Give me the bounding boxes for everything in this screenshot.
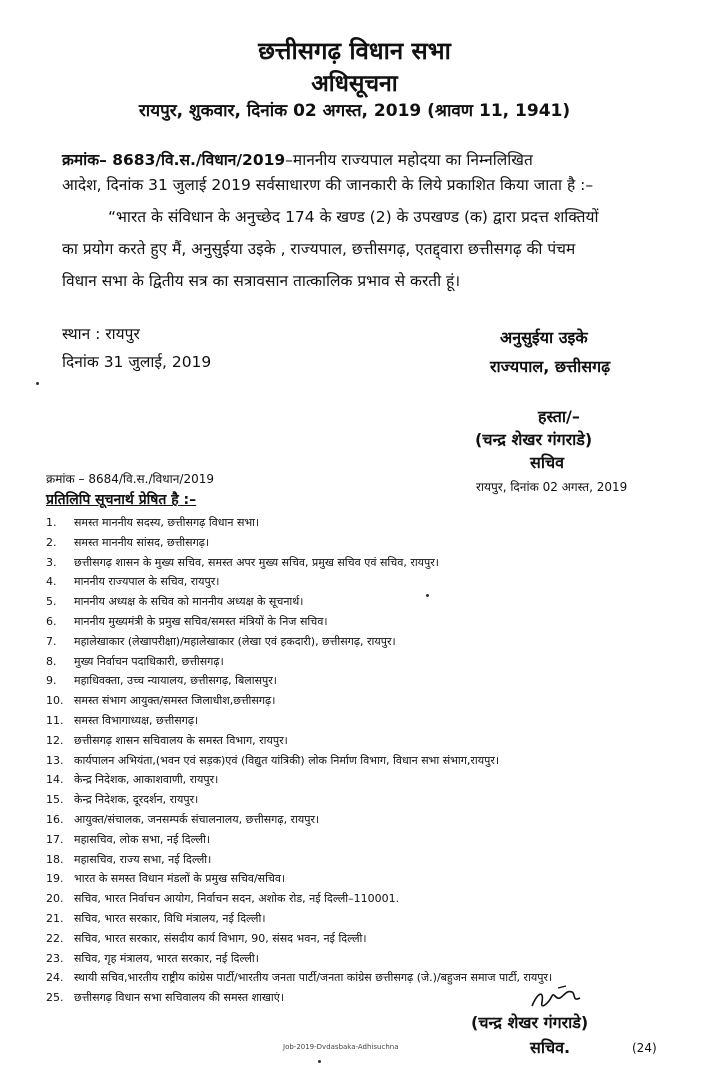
secretary-name: (चन्द्र शेखर गंगराडे) <box>475 430 593 449</box>
scan-speck <box>426 594 429 597</box>
list-item: 17. महासचिव, लोक सभा, नई दिल्ली। <box>46 832 211 846</box>
list-item: 18. महासचिव, राज्य सभा, नई दिल्ली। <box>46 852 212 866</box>
place-label: स्थान : रायपुर <box>62 325 140 343</box>
list-item: 20. सचिव, भारत निर्वाचन आयोग, निर्वाचन सदन, अशोक रोड, नई दिल्ली–110001. <box>46 892 400 906</box>
scan-speck <box>36 382 39 385</box>
list-item: 5. माननीय अध्यक्ष के सचिव को माननीय अध्यक्ष के सूचनार्थ। <box>46 595 304 609</box>
copy-reference-number: क्रमांक – 8684/वि.स./विधान/2019 <box>46 472 215 486</box>
notification-heading: अधिसूचना <box>311 71 398 97</box>
list-item: 22. सचिव, भारत सरकार, संसदीय कार्य विभाग, 90, संसद भवन, नई दिल्ली। <box>46 931 367 945</box>
list-item: 21. सचिव, भारत सरकार, विधि मंत्रालय, नई दिल्ली। <box>46 911 266 925</box>
list-item: 3. छत्तीसगढ़ शासन के मुख्य सचिव, समस्त अपर मुख्य सचिव, प्रमुख सचिव एवं सचिव, रायपुर। <box>46 555 439 569</box>
copy-heading: प्रतिलिपि सूचनार्थ प्रेषित है :– <box>46 492 197 508</box>
order-date: दिनांक 31 जुलाई, 2019 <box>62 353 212 371</box>
list-item: 16. आयुक्त/संचालक, जनसम्पर्क संचालनालय, छत्तीसगढ़, रायपुर। <box>46 812 320 826</box>
assembly-title: छत्तीसगढ़ विधान सभा <box>258 37 451 65</box>
list-item: 15. केन्द्र निदेशक, दूरदर्शन, रायपुर। <box>46 793 199 807</box>
list-item: 4. माननीय राज्यपाल के सचिव, रायपुर। <box>46 575 220 589</box>
list-item: 2. समस्त माननीय सांसद, छत्तीसगढ़। <box>46 535 210 549</box>
secretary-title: सचिव <box>530 453 565 472</box>
list-item: 11. समस्त विभागाध्यक्ष, छत्तीसगढ़। <box>46 713 199 727</box>
footer-file-name: Job-2019-Dvdasbaka-Adhisuchna <box>283 1043 399 1051</box>
notice-line-1 <box>62 148 533 170</box>
list-item: 7. महालेखाकार (लेखापरीक्षा)/महालेखाकार (लेखा एवं हकदारी), छत्तीसगढ़, रायपुर। <box>46 634 396 648</box>
list-item: 10. समस्त संभाग आयुक्त/समस्त जिलाधीश,छत्तीसगढ़। <box>46 694 276 708</box>
copy-date: रायपुर, दिनांक 02 अगस्त, 2019 <box>476 480 628 494</box>
final-signatory-title: सचिव. <box>530 1038 571 1057</box>
notice-line-1-text: –माननीय राज्यपाल महोदया का निम्नलिखित <box>285 151 533 169</box>
list-item: 24. स्थायी सचिव,भारतीय राष्ट्रीय कांग्रेस पार्टी/भारतीय जनता पार्टी/जनता कांग्रेस छत्तीसगढ़ (जे.)/बहुजन समाज पार्टी, रायपुर। <box>46 971 553 985</box>
order-quote-line-2: का प्रयोग करते हुए मैं, अनुसुईया उइके , राज्यपाल, छत्तीसगढ़, एतद्द्वारा छत्तीसगढ़ की पंचम <box>62 240 576 258</box>
recipient-list <box>46 513 686 1008</box>
list-item: 12. छत्तीसगढ़ शासन सचिवालय के समस्त विभाग, रायपुर। <box>46 733 288 747</box>
list-item: 13. कार्यपालन अभियंता,(भवन एवं सड़क)एवं (विद्युत यांत्रिकी) लोक निर्माण विभाग, विधान सभा संभाग,रायपुर। <box>46 753 500 767</box>
list-item: 9. महाधिवक्ता, उच्च न्यायालय, छत्तीसगढ़, बिलासपुर। <box>46 674 277 688</box>
list-item: 8. मुख्य निर्वाचन पदाधिकारी, छत्तीसगढ़। <box>46 654 224 668</box>
notice-reference-number: क्रमांक– 8683/वि.स./विधान/2019 <box>62 151 286 169</box>
list-item: 23. सचिव, गृह मंत्रालय, भारत सरकार, नई दिल्ली। <box>46 951 259 965</box>
page-code: (24) <box>632 1041 657 1055</box>
list-item: 14. केन्द्र निदेशक, आकाशवाणी, रायपुर। <box>46 773 219 787</box>
order-quote-line-1: “भारत के संविधान के अनुच्छेद 174 के खण्ड (2) के उपखण्ड (क) द्वारा प्रदत्त शक्तियों <box>108 208 599 226</box>
list-item: 25. छत्तीसगढ़ विधान सभा सचिवालय की समस्त शाखाएं। <box>46 991 285 1005</box>
handwritten-signature <box>528 984 584 1014</box>
publication-dateline: रायपुर, शुकवार, दिनांक 02 अगस्त, 2019 (श्रावण 11, 1941) <box>138 101 571 121</box>
final-signatory-name: (चन्द्र शेखर गंगराडे) <box>471 1013 589 1032</box>
order-quote-line-3: विधान सभा के द्वितीय सत्र का सत्रावसान तात्कालिक प्रभाव से करती हूं। <box>62 272 461 290</box>
governor-title: राज्यपाल, छत्तीसगढ़ <box>490 357 611 376</box>
signed-mark: हस्ता/– <box>538 407 580 426</box>
list-item: 1. समस्त माननीय सदस्य, छत्तीसगढ़ विधान सभा। <box>46 516 260 529</box>
scan-speck <box>318 1060 321 1063</box>
list-item: 6. माननीय मुख्यमंत्री के प्रमुख सचिव/समस्त मंत्रियों के निज सचिव। <box>46 614 328 628</box>
governor-name: अनुसुईया उइके <box>500 328 588 347</box>
list-item: 19. भारत के समस्त विधान मंडलों के प्रमुख सचिव/सचिव। <box>46 872 286 886</box>
notice-line-2: आदेश, दिनांक 31 जुलाई 2019 सर्वसाधारण की जानकारी के लिये प्रकाशित किया जाता है :– <box>62 176 594 194</box>
